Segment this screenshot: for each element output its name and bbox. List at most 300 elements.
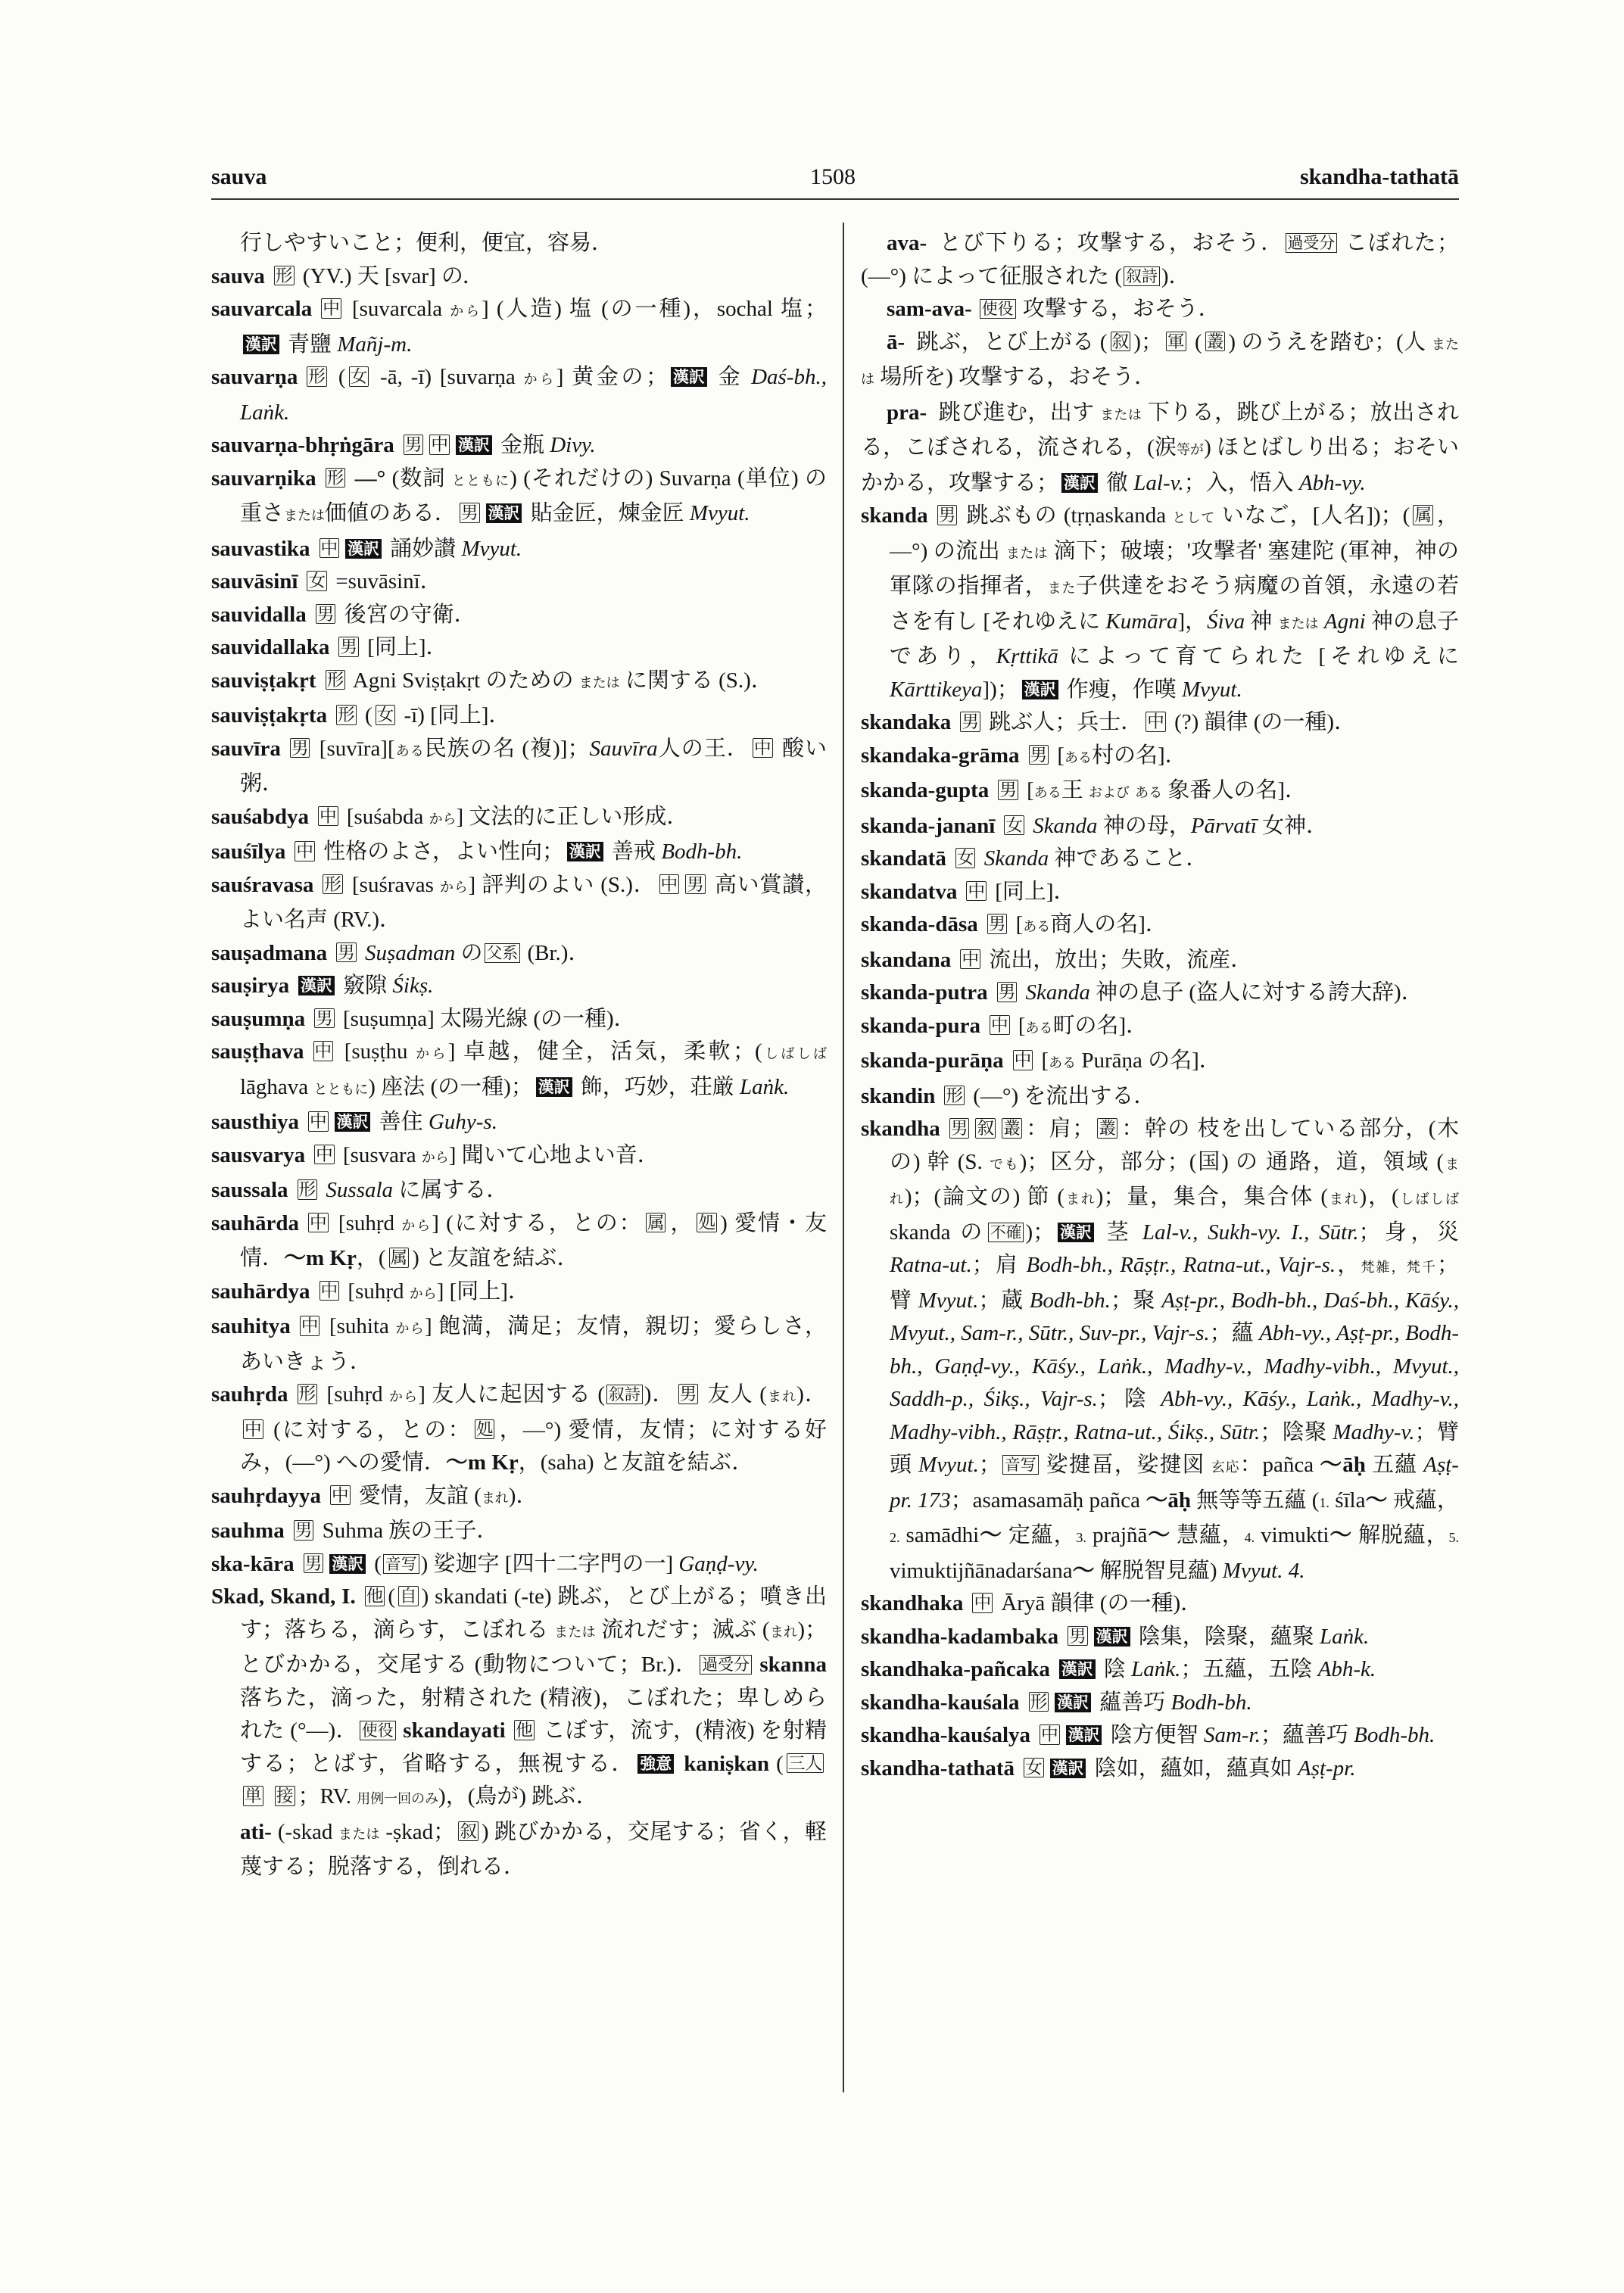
entry-text: )，(鳥が) 跳ぶ． [438,1784,598,1809]
entry-text: 善戒 [606,840,662,864]
entry-text: śīla [1329,1488,1366,1513]
citation-italic: Skanda [1025,980,1090,1005]
dictionary-entry [861,810,1459,843]
bold-term: ～m Kṛ [284,1246,357,1270]
dictionary-entry [861,944,1459,977]
grammar-marker: 属 [1414,506,1432,525]
citation-italic: Kṛttikā [996,644,1058,668]
entry-text: -ṣkad； [379,1819,456,1844]
grammar-marker: 女 [1005,815,1023,835]
citation-italic: Abh-vy., Kāśy., Laṅk., Madhy-v., Madhy-vibh., Rāṣṭr., Ratna-ut., Śikṣ., Sūtr. [890,1387,1459,1444]
entry-text: ) skandati (-te) 跳ぶ，とび上がる；噴き出す；落ちる，滴らす，こぼれる [240,1584,828,1642]
dictionary-entry [211,631,827,665]
small-note: ある [1023,919,1051,934]
dictionary-entry [211,1379,827,1480]
citation-italic: Mvyut. 4. [1222,1558,1305,1583]
inverse-label: 漢訳 [567,842,603,861]
headword: Skad, Skand, I. [211,1584,356,1609]
entry-text: 神の母， [1097,813,1191,838]
grammar-marker: 処 [475,1419,494,1439]
grammar-marker: 叙 [460,1821,477,1841]
bold-term: ～ [1365,1488,1388,1513]
entry-text: [ [1036,1048,1049,1073]
small-note: とともに [313,1081,369,1097]
grammar-marker: 中 [323,299,340,318]
grammar-marker: 形 [324,874,341,894]
small-note: 2. [890,1530,900,1545]
small-note: または [578,675,620,690]
entry-text [978,846,983,871]
entry-text: ( [769,1751,784,1776]
grammar-marker: 叙 [977,1119,995,1138]
entry-text: 高い賞讃，よい名声 (RV.)． [240,872,827,932]
abbreviation-box: 使役 [980,299,1016,319]
entry-text: 落ちた，滴った，射精された (精液)，こぼれた；卑しめられた (°—)． [240,1685,827,1743]
entry-text: )； [1025,1220,1055,1245]
entry-text: 五蘊 [1365,1453,1424,1477]
headword: sauśravasa [211,872,314,897]
dictionary-entry [211,836,827,869]
grammar-marker: 男 [1069,1626,1086,1646]
entry-text: [ [1010,912,1024,936]
grammar-marker: 中 [974,1594,992,1612]
dictionary-entry [211,565,827,599]
abbreviation-box: 使役 [360,1721,396,1740]
headword: skanda-putra [861,980,988,1005]
entry-text: 跳ぶもの (tṛṇaskanda [960,503,1173,528]
entry-text: Agni Sviṣṭakṛt のための [348,668,579,693]
entry-text: ， [1336,1253,1361,1277]
entry-text: [同上]． [989,879,1076,904]
entry-text: ) 座法 (の一種)； [368,1074,533,1099]
entry-text: ；蘊善巧 [1260,1723,1354,1747]
entry-text: [suhṛd [342,1279,410,1304]
entry-text: 友人 ( [701,1382,767,1407]
dictionary-entry [861,740,1459,775]
dictionary-entry [861,1045,1459,1080]
small-note: 用例一回のみ [357,1791,439,1806]
headword: sauhma [211,1519,285,1543]
headword: sauṣadmana [211,940,328,965]
entry-text: ) 娑迦字 [四十二字門の一] [420,1551,679,1576]
dictionary-entry [211,599,827,632]
grammar-marker: 中 [310,1112,327,1131]
abbreviation-box: 不確 [988,1223,1024,1242]
entry-text: 陰方便智 [1105,1723,1204,1747]
entry-text: 性格のよさ，よい性向； [317,840,565,864]
entry-text: ；RV. [298,1784,357,1809]
small-note: または [554,1624,596,1640]
headword: pra- [887,400,927,425]
dictionary-entry [211,699,827,733]
entry-text: 場所を) 攻撃する，おそう． [874,365,1157,389]
entry-text: ) と友誼を結ぶ． [412,1246,579,1270]
entry-text: ( [359,703,372,727]
bold-term: ～ [1072,1558,1095,1583]
citation-italic: Divy. [550,433,596,457]
entry-text: [suṣṭhu [336,1039,416,1064]
entry-text: 金 [709,365,752,389]
citation-italic: Skanda [1033,813,1098,838]
entry-text: 後宮の守衛． [338,602,476,627]
entry-text: 神 [1245,609,1278,634]
entry-text: ，( [356,1246,386,1270]
grammar-marker: 叢 [1206,332,1224,351]
entry-text: [suśabda [341,804,429,829]
citation-italic: Mvyut. [689,501,750,525]
entry-text: 下りる，跳び上がる；放出される，こぼされる，流される，(涙 [861,400,1459,460]
citation-italic: Aṣṭ-pr., Bodh-bh., Daś-bh., Kāśy., Mvyut., Sam-r., Sūtr., Suv-pr., Vajr-s. [890,1288,1459,1345]
grammar-marker: 男 [679,1385,697,1404]
small-note: として [1172,510,1216,525]
grammar-marker: 叢 [1099,1119,1116,1138]
entry-text: )． [1161,263,1191,288]
dictionary-entry [861,876,1459,909]
inverse-label: 漢訳 [1061,473,1098,493]
entry-text: 攻撃する，おそう． [1017,297,1220,321]
small-note: から [421,1149,449,1165]
entry-text: 価値のある． [324,501,457,525]
inverse-label: 漢訳 [1094,1627,1130,1647]
grammar-marker: 男 [998,983,1016,1002]
entry-text: samādhi [899,1523,980,1547]
entry-text: lāghava [240,1074,314,1099]
entry-text: ；身，災 [1358,1220,1459,1245]
headword: sauviṣṭakṛta [211,703,328,727]
citation-italic: Sam-r. [1203,1723,1261,1747]
entry-text: ；陰 [1097,1387,1161,1411]
dictionary-entry [211,533,827,566]
entry-text: [suvarcala [344,297,450,321]
headword: ati- [240,1819,272,1844]
grammar-marker: 形 [946,1086,963,1105]
small-note: まれ [481,1490,509,1506]
bold-term: ～ [979,1523,1002,1547]
entry-text: こぼれた；(—°) によって征服された ( [861,231,1459,288]
entry-text: vimukti [1255,1523,1329,1547]
abbreviation-box: 音写 [383,1554,419,1574]
entry-text: =suvāsinī． [330,569,442,594]
headword: sauhitya [211,1314,291,1338]
dictionary-entry [211,1276,827,1311]
citation-italic: Bodh-bh. [661,840,743,864]
abbreviation-box: 叙詩 [1124,266,1160,286]
small-note: 1. [1319,1494,1329,1510]
dictionary-entry [211,937,827,970]
headword: skanda-dāsa [861,912,978,936]
entry-text: 跳ぶ人；兵士． [983,710,1143,734]
bold-term: skanna [759,1653,828,1677]
small-note: 5. [1448,1530,1459,1545]
entry-text: )； [1133,329,1163,354]
small-note: 等が [1176,442,1205,457]
headword: skanda [861,503,928,528]
inverse-label: 漢訳 [536,1077,572,1097]
entry-text: に属する． [393,1178,509,1202]
grammar-marker: 男 [316,1008,333,1028]
citation-italic: Sauvīra [589,736,658,761]
dictionary-entry [861,1080,1459,1114]
citation-italic: Abh-vy. [1298,470,1366,495]
inverse-label: 漢訳 [486,503,522,523]
small-note: または [338,1826,380,1842]
citation-italic: Mvyut. [918,1288,979,1313]
small-note: しばしば [1398,1192,1459,1207]
grammar-marker: 中 [431,435,448,454]
dictionary-entry [211,1480,827,1516]
entry-text: ] 卓越，健全，活気，柔軟；( [447,1039,762,1064]
entry-text: [同上]． [361,635,448,659]
headword: skanda-jananī [861,813,996,838]
entry-text: ：pañca [1239,1453,1320,1477]
bold-term: ～āḥ [1320,1453,1366,1477]
small-note: ある [1135,785,1163,800]
grammar-marker: 形 [338,706,355,724]
entry-text: (に対する，との： [266,1417,472,1442]
grammar-marker: 形 [308,367,326,386]
inverse-label: 漢訳 [1059,1659,1096,1679]
entry-text: (-skad [277,1819,338,1844]
entry-text: )；とびかかる，交尾する (動物について；Br.)． [240,1617,827,1677]
entry-text: 流れだす；滅ぶ ( [595,1617,770,1642]
entry-text: 行しやすいこと；便利，便宜，容易． [240,231,614,255]
header-rule [211,198,1459,200]
grammar-marker: 属 [390,1248,408,1267]
small-note: から [429,811,457,827]
grammar-marker: 形 [326,670,344,690]
dictionary-entry [211,970,827,1003]
abbreviation-box: 音写 [1002,1455,1039,1475]
abbreviation-box: 過受分 [700,1655,752,1675]
headword: sauṣirya [211,974,290,998]
running-head-right: skandha-tathatā [1299,164,1459,189]
bold-term: ～ [1147,1523,1171,1547]
entry-text: [suhṛd [331,1210,402,1235]
inverse-label: 漢訳 [1050,1759,1086,1778]
grammar-marker: 中 [320,538,338,558]
column-divider [843,223,844,2092]
grammar-marker: 女 [376,706,394,724]
small-note: でも [989,1156,1020,1172]
entry-text: Purāṇa の名]． [1076,1048,1221,1073]
entry-text: 慧蘊， [1170,1523,1245,1547]
entry-text: ] 飽満，満足；友情，親切；愛らしさ，あいきょう． [240,1314,827,1374]
entry-text: 誦妙讃 [384,536,462,561]
citation-italic: Mvyut. [461,536,522,561]
citation-italic: Śiva [1207,609,1245,634]
small-note: ある [1049,1055,1077,1070]
entry-text: ] 聞いて心地よい音． [448,1142,659,1167]
small-note: から [523,372,556,387]
grammar-marker: 男 [1030,745,1048,765]
dictionary-entry [861,397,1459,500]
headword: sauvīra [211,736,281,761]
grammar-marker: 中 [962,949,979,969]
headword: sauvarṇika [211,466,316,491]
entry-text: )；(論文の) 節 ( [904,1185,1065,1209]
headword: skandatā [861,846,946,871]
headword: sauhārdya [211,1279,310,1304]
grammar-marker: 中 [1147,712,1164,731]
entry-text: ；聚 [1110,1288,1162,1313]
grammar-marker: 男 [404,435,422,454]
grammar-marker: 男 [340,637,357,656]
entry-text: ] 文法的に正しい形成． [456,804,689,829]
grammar-marker: 中 [301,1316,319,1335]
entry-text: ] 友人に起因する ( [418,1382,606,1407]
grammar-marker: 形 [326,468,344,488]
entry-text: (YV.) 天 [svar] の． [297,263,485,288]
entry-text: いなご，[人名])；( [1215,503,1410,528]
headword: ā- [887,329,906,354]
entry-text [677,1752,684,1776]
running-head-left: sauva [211,164,267,189]
entry-text: ) のうえを踏む；(人 [1228,329,1432,354]
headword: skandhaka [861,1591,964,1615]
grammar-marker: 形 [1030,1692,1048,1712]
entry-text: ；蔵 [978,1288,1030,1313]
headword: sauvarṇa-bhṛṅgāra [211,433,394,457]
dictionary-entry [211,429,827,463]
entry-text: [ [1021,778,1034,802]
headword: skandaka-grāma [861,743,1020,768]
headword: skandha-kadambaka [861,1624,1059,1649]
small-note: または [1100,407,1142,422]
entry-text: 青鹽 [282,332,338,357]
entry-text: 神であること． [1049,846,1208,871]
entry-text: 跳び進む，出す [933,400,1101,425]
dictionary-entry [211,1106,827,1139]
inverse-label: 漢訳 [243,335,279,354]
entry-text: 象番人の名]． [1162,778,1308,802]
entry-text: ：幹の 枝を出している部分，(木の) 幹 (S. [890,1117,1459,1174]
bold-term: skandayati [403,1718,506,1743]
entry-text: [suṣumṇa] 太陽光線 (の一種)． [337,1006,636,1031]
entry-text: ，(saha) と友誼を結ぶ． [518,1450,754,1475]
grammar-marker: 男 [295,1521,313,1540]
entry-text: ]， [1177,609,1208,634]
small-note: まれ [1064,1192,1096,1207]
bold-term: kaniṣkan [684,1751,770,1776]
entry-text: ( [330,365,346,389]
inverse-label: 漢訳 [345,539,382,559]
citation-italic: Mañj-m. [337,332,413,357]
headword: sauṣumṇa [211,1006,306,1031]
abbreviation-box: 過受分 [1286,233,1338,253]
entry-text: prajñā [1086,1523,1148,1547]
citation-italic: Lal-v., Sukh-vy. I., Sūtr. [1142,1220,1359,1245]
small-note: から [401,1217,432,1233]
inverse-label: 漢訳 [1022,680,1058,699]
citation-italic: Pārvatī [1190,813,1257,838]
entry-text: 作痩，作嘆 [1061,677,1183,702]
entry-text: (—°) を流出する． [967,1083,1156,1108]
bold-term: ～m Kṛ [445,1450,519,1475]
entry-text: ；asamasamāḥ pañca [950,1488,1146,1513]
small-note: まれ [769,1624,798,1640]
entry-text: ) ほとばしり出る；おそいかかる，攻撃する； [861,435,1459,495]
grammar-marker: 男 [950,1119,968,1138]
grammar-marker: 男 [962,712,979,731]
headword: sauvidallaka [211,635,330,659]
grammar-marker: 男 [316,604,335,624]
dictionary-entry [211,1174,827,1207]
entry-text: )． [644,1382,675,1407]
abbreviation-box: 父系 [485,943,521,963]
citation-italic: Mvyut. [1182,677,1242,702]
entry-text: ， [669,1210,694,1235]
entry-text: 戒蘊， [1387,1488,1459,1513]
small-note: しばしば [762,1046,827,1061]
grammar-marker: 中 [990,1015,1008,1035]
grammar-marker: 男 [338,942,355,962]
citation-italic: Abh-k. [1317,1657,1376,1681]
entry-text: ( [368,1551,382,1576]
headword: ska-kāra [211,1551,295,1576]
entry-text: ；五蘊，五陰 [1180,1657,1318,1681]
headword: sauhṛda [211,1382,288,1407]
grammar-marker: 男 [988,914,1006,933]
entry-text: 飾，巧妙，荘厳 [575,1074,740,1099]
entry-text: )，( [1359,1185,1399,1209]
dictionary-entry [861,706,1459,740]
grammar-marker: 処 [698,1213,716,1232]
citation-italic: Kārttikeya [890,677,983,702]
grammar-marker: 叢 [1003,1119,1021,1138]
headword: skandha-kauśalya [861,1723,1031,1747]
dictionary-entry [211,361,827,429]
entry-text: 陰集，陰聚，蘊聚 [1133,1624,1320,1649]
dictionary-entry [861,326,1459,397]
headword: skandana [861,947,952,972]
citation-italic: Daś-bh., Laṅk. [240,365,827,425]
citation-italic: Sussala [326,1178,394,1202]
entry-text: )． [796,1382,827,1407]
entry-text [360,941,365,965]
dictionary-entry [211,1816,827,1884]
dictionary-entry [861,774,1459,810]
entry-text: -ī) [同上]． [398,703,511,727]
headword: sam-ava- [887,297,972,321]
entry-text: ；入，悟入 [1183,470,1299,495]
citation-italic: Suṣadman [365,940,456,965]
headword: sauhārda [211,1210,300,1235]
headword: skanda-gupta [861,778,990,802]
entry-text: 神の息子であり， [890,609,1460,668]
entry-text: 徹 [1100,470,1134,495]
entry-text: )． [508,1483,538,1508]
entry-text: ； [978,1453,1001,1477]
headword: sauṣṭhava [211,1039,304,1064]
small-note: および [1089,785,1130,800]
entry-text: Āryā 韻律 (の一種)． [996,1591,1203,1615]
grammar-marker: 形 [275,266,293,285]
bold-term: ～ [1329,1523,1353,1547]
dictionary-entry [211,801,827,837]
grammar-marker: 女 [308,572,326,590]
dictionary-entry [861,1687,1459,1720]
grammar-marker: 中 [1014,1051,1032,1070]
grammar-marker: 中 [660,874,678,894]
citation-italic: Laṅk. [1131,1657,1181,1681]
citation-italic: Ratna-ut. [890,1253,972,1277]
entry-text: [suvīra][ [313,736,395,761]
small-note: から [409,1285,437,1301]
headword: saussala [211,1178,288,1202]
citation-italic: Laṅk. [1320,1624,1370,1649]
citation-italic: Lal-v. [1133,470,1184,495]
headword: skanda-purāṇa [861,1048,1004,1073]
